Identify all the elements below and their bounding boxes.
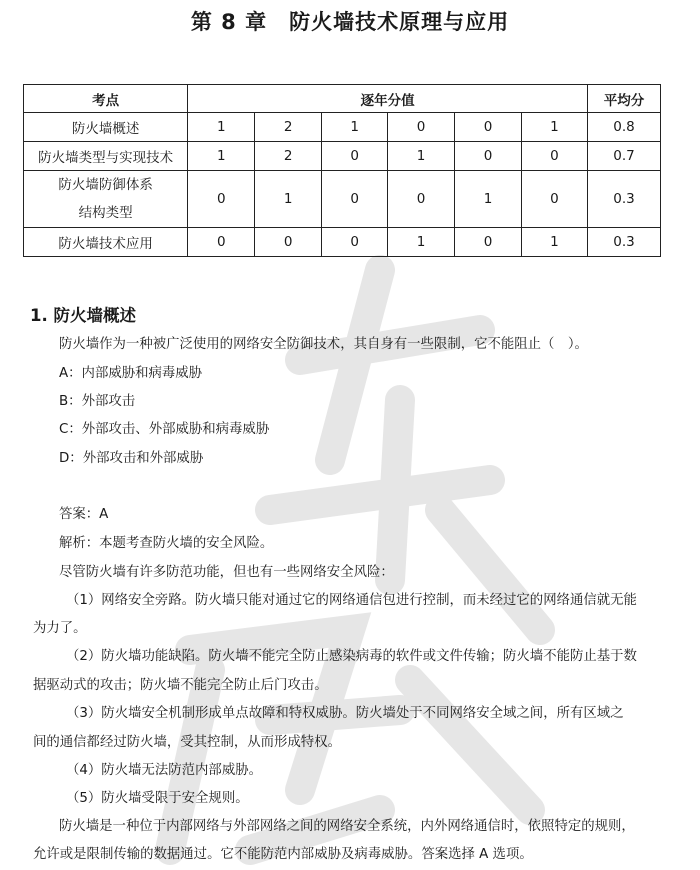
header-average: 平均分 — [587, 85, 660, 113]
table-row — [24, 228, 661, 257]
average-cell: 0.3 — [587, 171, 660, 228]
row-topic: 防火墙技术应用 — [24, 228, 188, 257]
row-topic-line2: 结构类型 — [78, 205, 133, 221]
point-2-line-2: 据驱动式的攻击；防火墙不能完全防止后门攻击。 — [33, 678, 328, 693]
average-cell: 0.8 — [587, 113, 660, 142]
point-5: （5）防火墙受限于安全规则。 — [66, 791, 249, 806]
option-c: C：外部攻击、外部威胁和病毒威胁 — [59, 422, 270, 437]
score-cell: 0 — [322, 171, 388, 228]
score-cell: 1 — [188, 113, 255, 142]
score-table — [23, 84, 661, 257]
score-cell: 1 — [188, 142, 255, 171]
score-cell: 0 — [188, 228, 255, 257]
score-cell: 0 — [455, 228, 522, 257]
score-cell: 1 — [388, 228, 455, 257]
header-topic: 考点 — [24, 85, 188, 113]
row-topic: 防火墙概述 — [24, 113, 188, 142]
score-cell: 0 — [322, 228, 388, 257]
score-cell: 0 — [322, 142, 388, 171]
point-4: （4）防火墙无法防范内部威胁。 — [66, 763, 262, 778]
row-topic: 防火墙类型与实现技术 — [24, 142, 188, 171]
table-row — [24, 113, 661, 142]
score-cell: 0 — [388, 171, 455, 228]
row-topic — [24, 171, 188, 228]
option-b: B：外部攻击 — [59, 394, 136, 409]
point-2-line-1: （2）防火墙功能缺陷。防火墙不能完全防止感染病毒的软件或文件传输；防火墙不能防止基于数 — [66, 649, 637, 664]
average-cell: 0.7 — [587, 142, 660, 171]
conclusion-line-1: 防火墙是一种位于内部网络与外部网络之间的网络安全系统，内外网络通信时，依照特定的规则， — [59, 819, 635, 834]
table-row — [24, 142, 661, 171]
table-header-row — [24, 85, 661, 113]
score-cell: 1 — [521, 113, 587, 142]
score-cell: 0 — [188, 171, 255, 228]
header-yearly-scores: 逐年分值 — [188, 85, 588, 113]
score-cell: 0 — [455, 142, 522, 171]
score-cell: 2 — [255, 113, 322, 142]
point-1-line-2: 为力了。 — [33, 621, 87, 636]
score-cell: 0 — [255, 228, 322, 257]
score-cell: 1 — [322, 113, 388, 142]
chapter-title: 第 8 章 防火墙技术原理与应用 — [190, 10, 510, 34]
score-cell: 0 — [455, 113, 522, 142]
score-cell: 0 — [521, 171, 587, 228]
score-cell: 1 — [521, 228, 587, 257]
row-topic-line1: 防火墙防御体系 — [58, 177, 153, 193]
option-a: A：内部威胁和病毒威胁 — [59, 366, 203, 381]
point-1-line-1: （1）网络安全旁路。防火墙只能对通过它的网络通信包进行控制，而未经过它的网络通信就无能 — [66, 593, 637, 608]
point-3-line-1: （3）防火墙安全机制形成单点故障和特权威胁。防火墙处于不同网络安全域之间，所有区域之 — [66, 706, 624, 721]
analysis-intro: 尽管防火墙有许多防范功能，但也有一些网络安全风险： — [59, 565, 394, 580]
average-cell: 0.3 — [587, 228, 660, 257]
score-cell: 2 — [255, 142, 322, 171]
score-cell: 1 — [388, 142, 455, 171]
conclusion-line-2: 允许或是限制传输的数据通过。它不能防范内部威胁及病毒威胁。答案选择 A 选项。 — [33, 847, 533, 862]
score-cell: 0 — [521, 142, 587, 171]
score-cell: 0 — [388, 113, 455, 142]
score-cell: 1 — [255, 171, 322, 228]
table-row — [24, 171, 661, 228]
answer-text: 答案：A — [59, 507, 109, 522]
section-heading: 1. 防火墙概述 — [30, 306, 136, 325]
option-d: D：外部攻击和外部威胁 — [59, 451, 204, 466]
question-text: 防火墙作为一种被广泛使用的网络安全防御技术，其自身有一些限制，它不能阻止（ ）。 — [59, 337, 588, 352]
score-cell: 1 — [455, 171, 522, 228]
point-3-line-2: 间的通信都经过防火墙，受其控制，从而形成特权。 — [33, 735, 341, 750]
analysis-text: 解析：本题考查防火墙的安全风险。 — [59, 536, 274, 551]
